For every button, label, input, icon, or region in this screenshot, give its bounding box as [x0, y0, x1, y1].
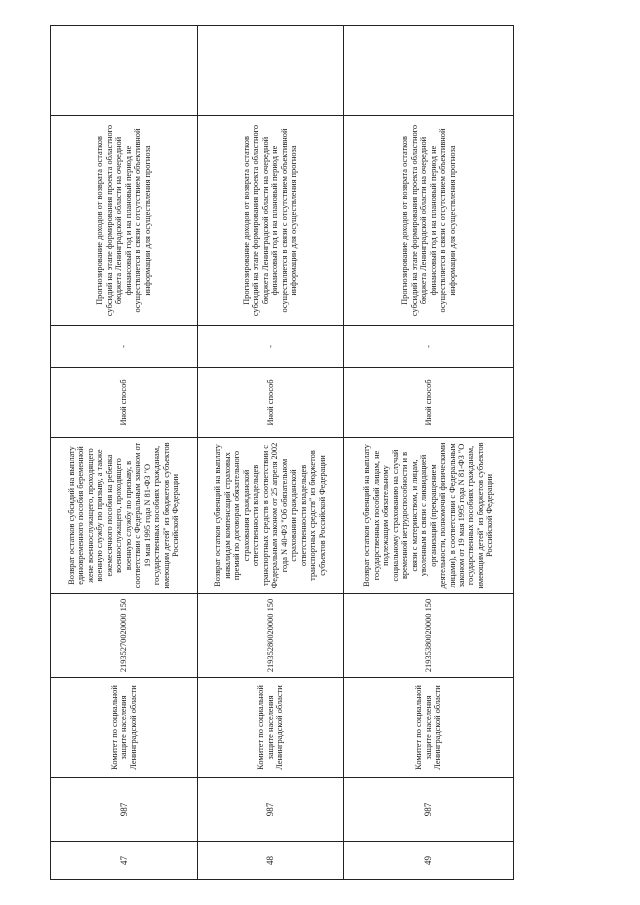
admin-code: 987 [197, 778, 344, 842]
forecast-method: Иной способ [197, 368, 344, 438]
table-row [51, 26, 198, 880]
calculation-algorithm: Прогнозирование доходов от возврата остатков субсидий на этапе формирования проекта областного бюджета Ленинградской области на очередной финансовый год и на плановый период не осуществляется в связи с отсутствием объективной информации для осуществления прогноза [344, 116, 514, 326]
administrator-name: Комитет по социальной защите населения Ленинградской области [51, 678, 198, 778]
admin-code: 987 [344, 778, 514, 842]
revenue-forecast-table [50, 25, 514, 880]
calculation-formula: - [344, 326, 514, 368]
rotated-table-container [50, 26, 514, 880]
calculation-algorithm: Прогнозирование доходов от возврата остатков субсидий на этапе формирования проекта областного бюджета Ленинградской области на очередной финансовый год и на плановый период не осуществляется в связи с отсутствием объективной информации для осуществления прогноза [197, 116, 344, 326]
extra-column [344, 26, 514, 116]
administrator-name: Комитет по социальной защите населения Ленинградской области [197, 678, 344, 778]
calculation-formula: - [51, 326, 198, 368]
calculation-algorithm: Прогнозирование доходов от возврата остатков субсидий на этапе формирования проекта областного бюджета Ленинградской области на очередной финансовый год и на плановый период не осуществляется в связи с отсутствием объективной информации для осуществления прогноза [51, 116, 198, 326]
calculation-formula: - [197, 326, 344, 368]
budget-classification-code: 21935280020000 150 [197, 594, 344, 678]
forecast-method: Иной способ [344, 368, 514, 438]
extra-column [197, 26, 344, 116]
revenue-name: Возврат остатков субвенций на выплату государственных пособий лицам, не подлежащим обязательному социальному страхованию на случай временной нетрудоспособности и в связи с материнством, и лицам, уволенным в связи с ликвидацией организаций (прекращением деятельности, полномочий физическими лицами), в соответствии с Федеральным законом от 19 мая 1995 года N 81-ФЗ "О государственных пособиях гражданам, имеющим детей" из бюджетов субъектов Российской Федерации [344, 438, 514, 594]
row-number: 49 [344, 842, 514, 880]
revenue-name: Возврат остатков субсидий на выплату единовременного пособия беременной жене военнослужащего, проходящего военную службу по призыву, а также ежемесячного пособия на ребенка военнослужащего, проходящего военную службу по призыву, в соответствии с Федеральным законом от 19 мая 1995 года N 81-ФЗ "О государственных пособиях гражданам, имеющим детей" из бюджетов субъектов Российской Федерации [51, 438, 198, 594]
revenue-name: Возврат остатков субвенций на выплату инвалидам компенсаций страховых премий по договорам обязательного страхования гражданской ответственности владельцев транспортных средств в соответствии с Федеральным законом от 25 апреля 2002 года N 40-ФЗ "Об обязательном страховании гражданской ответственности владельцев транспортных средств" из бюджетов субъектов Российской Федерации [197, 438, 344, 594]
admin-code: 987 [51, 778, 198, 842]
extra-column [51, 26, 198, 116]
row-number: 47 [51, 842, 198, 880]
row-number: 48 [197, 842, 344, 880]
forecast-method: Иной способ [51, 368, 198, 438]
table-row [344, 26, 514, 880]
administrator-name: Комитет по социальной защите населения Ленинградской области [344, 678, 514, 778]
table-row [197, 26, 344, 880]
budget-classification-code: 21935380020000 150 [344, 594, 514, 678]
budget-classification-code: 21935270020000 150 [51, 594, 198, 678]
